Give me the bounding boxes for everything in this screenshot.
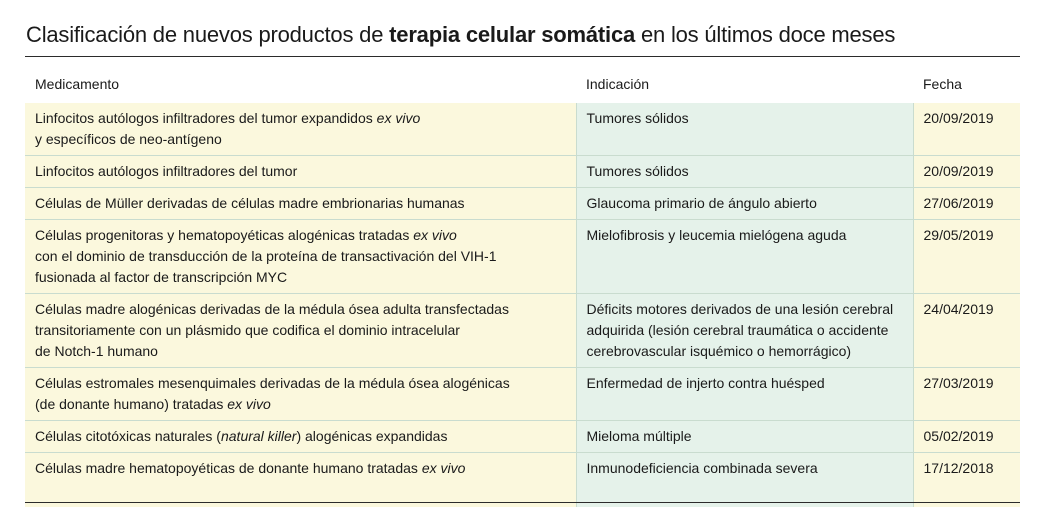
medicamento-line [35, 225, 568, 246]
cell-indicacion [576, 220, 913, 294]
medicamento-text: Células de Müller derivadas de células madre embrionarias humanas [35, 195, 465, 211]
cell-fecha: 27/06/2019 [913, 188, 1020, 220]
medicamento-italic: ex vivo [413, 227, 457, 243]
medicamento-text: (de donante humano) tratadas [35, 396, 228, 412]
top-rule [25, 56, 1020, 57]
cell-indicacion [576, 188, 913, 220]
indicacion-line: cerebrovascular isquémico o hemorrágico) [586, 343, 852, 359]
cell-indicacion [576, 368, 913, 421]
medicamento-text: Células estromales mesenquimales derivadas de la médula ósea alogénicas [35, 375, 510, 391]
table-row [25, 368, 1020, 421]
medicamento-line [35, 267, 568, 288]
cell-fecha: 20/09/2019 [913, 156, 1020, 188]
header-fecha: Fecha [923, 76, 962, 92]
cell-medicamento [25, 421, 576, 453]
medicamento-line [35, 299, 568, 320]
bottom-rule [25, 502, 1020, 503]
indicacion-line: Tumores sólidos [586, 163, 689, 179]
cell-fecha: 20/09/2019 [913, 103, 1020, 156]
medicamento-line [35, 373, 568, 394]
indicacion-line: Déficits motores derivados de una lesión cerebral [586, 301, 894, 317]
cell-fecha: 27/03/2019 [913, 368, 1020, 421]
indicacion-line: Mielofibrosis y leucemia mielógena aguda [586, 227, 847, 243]
indicacion-line: Glaucoma primario de ángulo abierto [586, 195, 817, 211]
cell-indicacion [576, 103, 913, 156]
cell-medicamento [25, 156, 576, 188]
medicamento-text: transitoriamente con un plásmido que codifica el dominio intracelular [35, 322, 460, 338]
cell-medicamento [25, 188, 576, 220]
cell-fecha: 05/02/2019 [913, 421, 1020, 453]
table-row [25, 103, 1020, 156]
cell-indicacion [576, 421, 913, 453]
cell-indicacion [576, 453, 913, 508]
medicamento-line [35, 320, 568, 341]
medicamento-text: con el dominio de transducción de la proteína de transactivación del VIH-1 [35, 248, 497, 264]
medicamento-line [35, 193, 568, 214]
medicamento-line [35, 458, 568, 479]
cell-indicacion [576, 156, 913, 188]
medicamento-italic: ex vivo [421, 460, 466, 476]
title-part-2: en los últimos doce meses [635, 22, 896, 47]
title-part-1: Clasificación de nuevos productos de [26, 22, 390, 47]
cell-medicamento [25, 103, 576, 156]
medicamento-italic: ex vivo [376, 110, 421, 126]
medicamento-text: de Notch-1 humano [35, 343, 158, 359]
table-row [25, 156, 1020, 188]
table-row [25, 294, 1020, 368]
medicamento-text: Células citotóxicas naturales ( [35, 428, 221, 444]
products-table [25, 66, 1020, 507]
cell-fecha: 29/05/2019 [913, 220, 1020, 294]
medicamento-text: Células progenitoras y hematopoyéticas alogénicas tratadas [35, 227, 414, 243]
cell-indicacion [576, 294, 913, 368]
medicamento-text: Células madre alogénicas derivadas de la médula ósea adulta transfectadas [35, 301, 509, 317]
table-row [25, 453, 1020, 508]
medicamento-text: Linfocitos autólogos infiltradores del tumor expandidos [35, 110, 377, 126]
medicamento-italic: natural killer [220, 428, 297, 444]
cell-fecha: 17/12/2018 [913, 453, 1020, 508]
medicamento-line [35, 426, 568, 447]
table-row [25, 188, 1020, 220]
indicacion-line: Enfermedad de injerto contra huésped [586, 375, 825, 391]
header-medicamento: Medicamento [35, 76, 120, 92]
indicacion-line: adquirida (lesión cerebral traumática o accidente [586, 322, 889, 338]
medicamento-line [35, 246, 568, 267]
medicamento-line [35, 394, 568, 415]
medicamento-text: fusionada al factor de transcripción MYC [35, 269, 288, 285]
header-row [25, 66, 1020, 103]
table-row [25, 220, 1020, 294]
cell-medicamento [25, 453, 576, 508]
cell-fecha: 24/04/2019 [913, 294, 1020, 368]
medicamento-line [35, 161, 568, 182]
header-indicacion: Indicación [586, 76, 650, 92]
indicacion-line: Tumores sólidos [586, 110, 689, 126]
table-body [25, 103, 1020, 507]
medicamento-text: y específicos de neo-antígeno [35, 131, 222, 147]
cell-medicamento [25, 368, 576, 421]
medicamento-line [35, 108, 568, 129]
page-title [26, 21, 895, 49]
indicacion-line: Inmunodeficiencia combinada severa [586, 460, 818, 476]
title-bold: terapia celular somática [389, 22, 636, 47]
medicamento-italic: ex vivo [227, 396, 271, 412]
indicacion-line: Mieloma múltiple [586, 428, 692, 444]
medicamento-text-after: ) alogénicas expandidas [296, 428, 448, 444]
medicamento-line [35, 129, 568, 150]
table-row [25, 421, 1020, 453]
medicamento-text: Células madre hematopoyéticas de donante humano tratadas [35, 460, 422, 476]
medicamento-text: Linfocitos autólogos infiltradores del tumor [35, 163, 298, 179]
cell-medicamento [25, 294, 576, 368]
medicamento-line [35, 341, 568, 362]
cell-medicamento [25, 220, 576, 294]
